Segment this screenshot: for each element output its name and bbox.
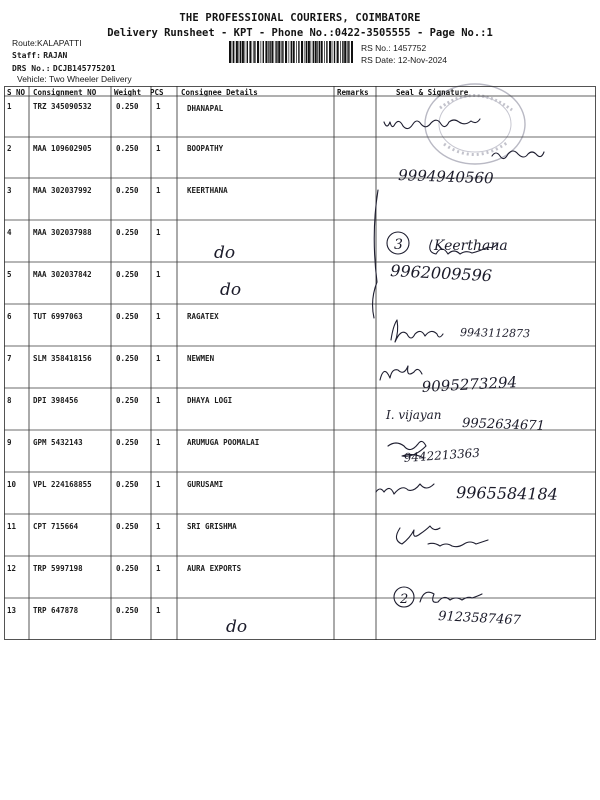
row-consignee: GURUSAMI <box>187 480 224 489</box>
handwritten-phone-row9: 9442213363 <box>403 445 481 465</box>
staff-value: RAJAN <box>43 51 68 60</box>
row-consignee: DHAYA LOGI <box>187 396 233 405</box>
row-sno: 7 <box>7 354 12 363</box>
col-header-consignment: Consignment NO <box>33 88 97 97</box>
row-pcs: 1 <box>156 522 161 531</box>
row-pcs: 1 <box>156 102 161 111</box>
row-pcs: 1 <box>156 606 161 615</box>
row-consignee: RAGATEX <box>187 312 219 321</box>
row-sno: 8 <box>7 396 12 405</box>
row-consignment: TRZ 345090532 <box>33 102 92 111</box>
row-consignment: MAA 302037992 <box>33 186 92 195</box>
rs-date-value: 12-Nov-2024 <box>397 55 448 65</box>
handwritten-name-row4: Keerthana <box>434 238 508 254</box>
rs-date-label: RS Date: <box>361 55 396 65</box>
row-sno: 2 <box>7 144 12 153</box>
handwritten-phone-row13: 9123587467 <box>437 609 522 629</box>
row-consignment: TUT 6997063 <box>33 312 83 321</box>
row-consignment: DPI 398456 <box>33 396 79 405</box>
row-weight: 0.250 <box>116 144 139 153</box>
route-label: Route: <box>12 38 38 48</box>
col-header-sno: S NO <box>7 88 26 97</box>
row-weight: 0.250 <box>116 354 139 363</box>
row-consignee: BOOPATHY <box>187 144 224 153</box>
circled-number-row4: 3 <box>394 237 403 253</box>
row-pcs: 1 <box>156 354 161 363</box>
row-sno: 3 <box>7 186 12 195</box>
row-pcs: 1 <box>156 564 161 573</box>
handwritten-phone-row2: 9994940560 <box>397 166 494 188</box>
row-sno: 9 <box>7 438 12 447</box>
row-consignment: TRP 5997198 <box>33 564 83 573</box>
row-pcs: 1 <box>156 228 161 237</box>
row-weight: 0.250 <box>116 564 139 573</box>
row-consignee: AURA EXPORTS <box>187 564 242 573</box>
signature-row6 <box>391 320 443 342</box>
row-pcs: 1 <box>156 270 161 279</box>
signature-row1 <box>384 119 480 129</box>
col-header-consignee: Consignee Details <box>181 88 258 97</box>
row-pcs: 1 <box>156 144 161 153</box>
row-sno: 13 <box>7 606 17 615</box>
row-consignment: CPT 715664 <box>33 522 79 531</box>
drs-label: DRS No.: <box>12 64 51 73</box>
row-weight: 0.250 <box>116 480 139 489</box>
handwritten-phone-row6: 9943112873 <box>459 326 531 341</box>
row-weight: 0.250 <box>116 186 139 195</box>
vehicle-value: Two Wheeler Delivery <box>49 74 132 84</box>
vehicle-label: Vehicle: <box>17 74 47 84</box>
row-sno: 5 <box>7 270 12 279</box>
row-sno: 1 <box>7 102 12 111</box>
company-title: THE PROFESSIONAL COURIERS, COIMBATORE <box>179 12 421 24</box>
row-consignee: ARUMUGA POOMALAI <box>187 438 260 447</box>
row-weight: 0.250 <box>116 522 139 531</box>
row-pcs: 1 <box>156 480 161 489</box>
row-consignee: SRI GRISHMA <box>187 522 237 531</box>
row-consignee: KEERTHANA <box>187 186 228 195</box>
signature-row10 <box>376 484 434 494</box>
row-sno: 12 <box>7 564 17 573</box>
row-consignee: NEWMEN <box>187 354 215 363</box>
col-header-seal-signature: Seal & Signature <box>396 88 469 97</box>
row-sno: 6 <box>7 312 12 321</box>
row-pcs: 1 <box>156 438 161 447</box>
drs-value: DCJB145775201 <box>52 64 116 73</box>
row-weight: 0.250 <box>116 102 139 111</box>
row-sno: 10 <box>7 480 17 489</box>
signature-row11 <box>396 526 440 544</box>
row-weight: 0.250 <box>116 228 139 237</box>
signature-row2 <box>492 151 544 159</box>
row-consignee: DHANAPAL <box>187 104 224 113</box>
row-weight: 0.250 <box>116 312 139 321</box>
handwritten-phone-row8: 9952634671 <box>461 416 546 434</box>
ditto-mark-row5: do <box>220 280 242 300</box>
row-sno: 11 <box>7 522 17 531</box>
route-value: KALAPATTI <box>37 38 82 48</box>
circled-number-row12: 2 <box>400 592 409 607</box>
row-pcs: 1 <box>156 396 161 405</box>
col-header-remarks: Remarks <box>337 88 369 97</box>
ditto-mark-row4: do <box>214 243 236 263</box>
col-header-pcs: PCS <box>150 88 164 97</box>
row-consignment: GPM 5432143 <box>33 438 83 447</box>
handwritten-phone-row7: 9095273294 <box>421 373 518 396</box>
runsheet-title: Delivery Runsheet - KPT - Phone No.:0422-3505555 - Page No.:1 <box>107 27 493 39</box>
row-consignment: MAA 302037842 <box>33 270 92 279</box>
rs-number-value: 1457752 <box>393 43 427 53</box>
row-pcs: 1 <box>156 186 161 195</box>
row-consignment: MAA 109602905 <box>33 144 92 153</box>
row-weight: 0.250 <box>116 270 139 279</box>
handwritten-phone-row10: 9965584184 <box>455 483 559 504</box>
handwritten-name-row8: I. vijayan <box>386 408 442 422</box>
row-consignment: MAA 302037988 <box>33 228 92 237</box>
row-consignment: SLM 358418156 <box>33 354 92 363</box>
signature-row12 <box>420 592 482 602</box>
staff-label: Staff: <box>12 51 41 60</box>
ditto-mark-row13: do <box>226 617 248 637</box>
handwritten-phone-row5: 9962009596 <box>389 261 493 286</box>
row-weight: 0.250 <box>116 396 139 405</box>
row-consignment: VPL 224168855 <box>33 480 92 489</box>
signature-row7 <box>380 366 422 380</box>
row-pcs: 1 <box>156 312 161 321</box>
row-weight: 0.250 <box>116 438 139 447</box>
row-sno: 4 <box>7 228 12 237</box>
col-header-weight: Weight <box>114 88 142 97</box>
row-consignment: TRP 647878 <box>33 606 79 615</box>
rs-number-label: RS No.: <box>361 43 391 53</box>
row-weight: 0.250 <box>116 606 139 615</box>
